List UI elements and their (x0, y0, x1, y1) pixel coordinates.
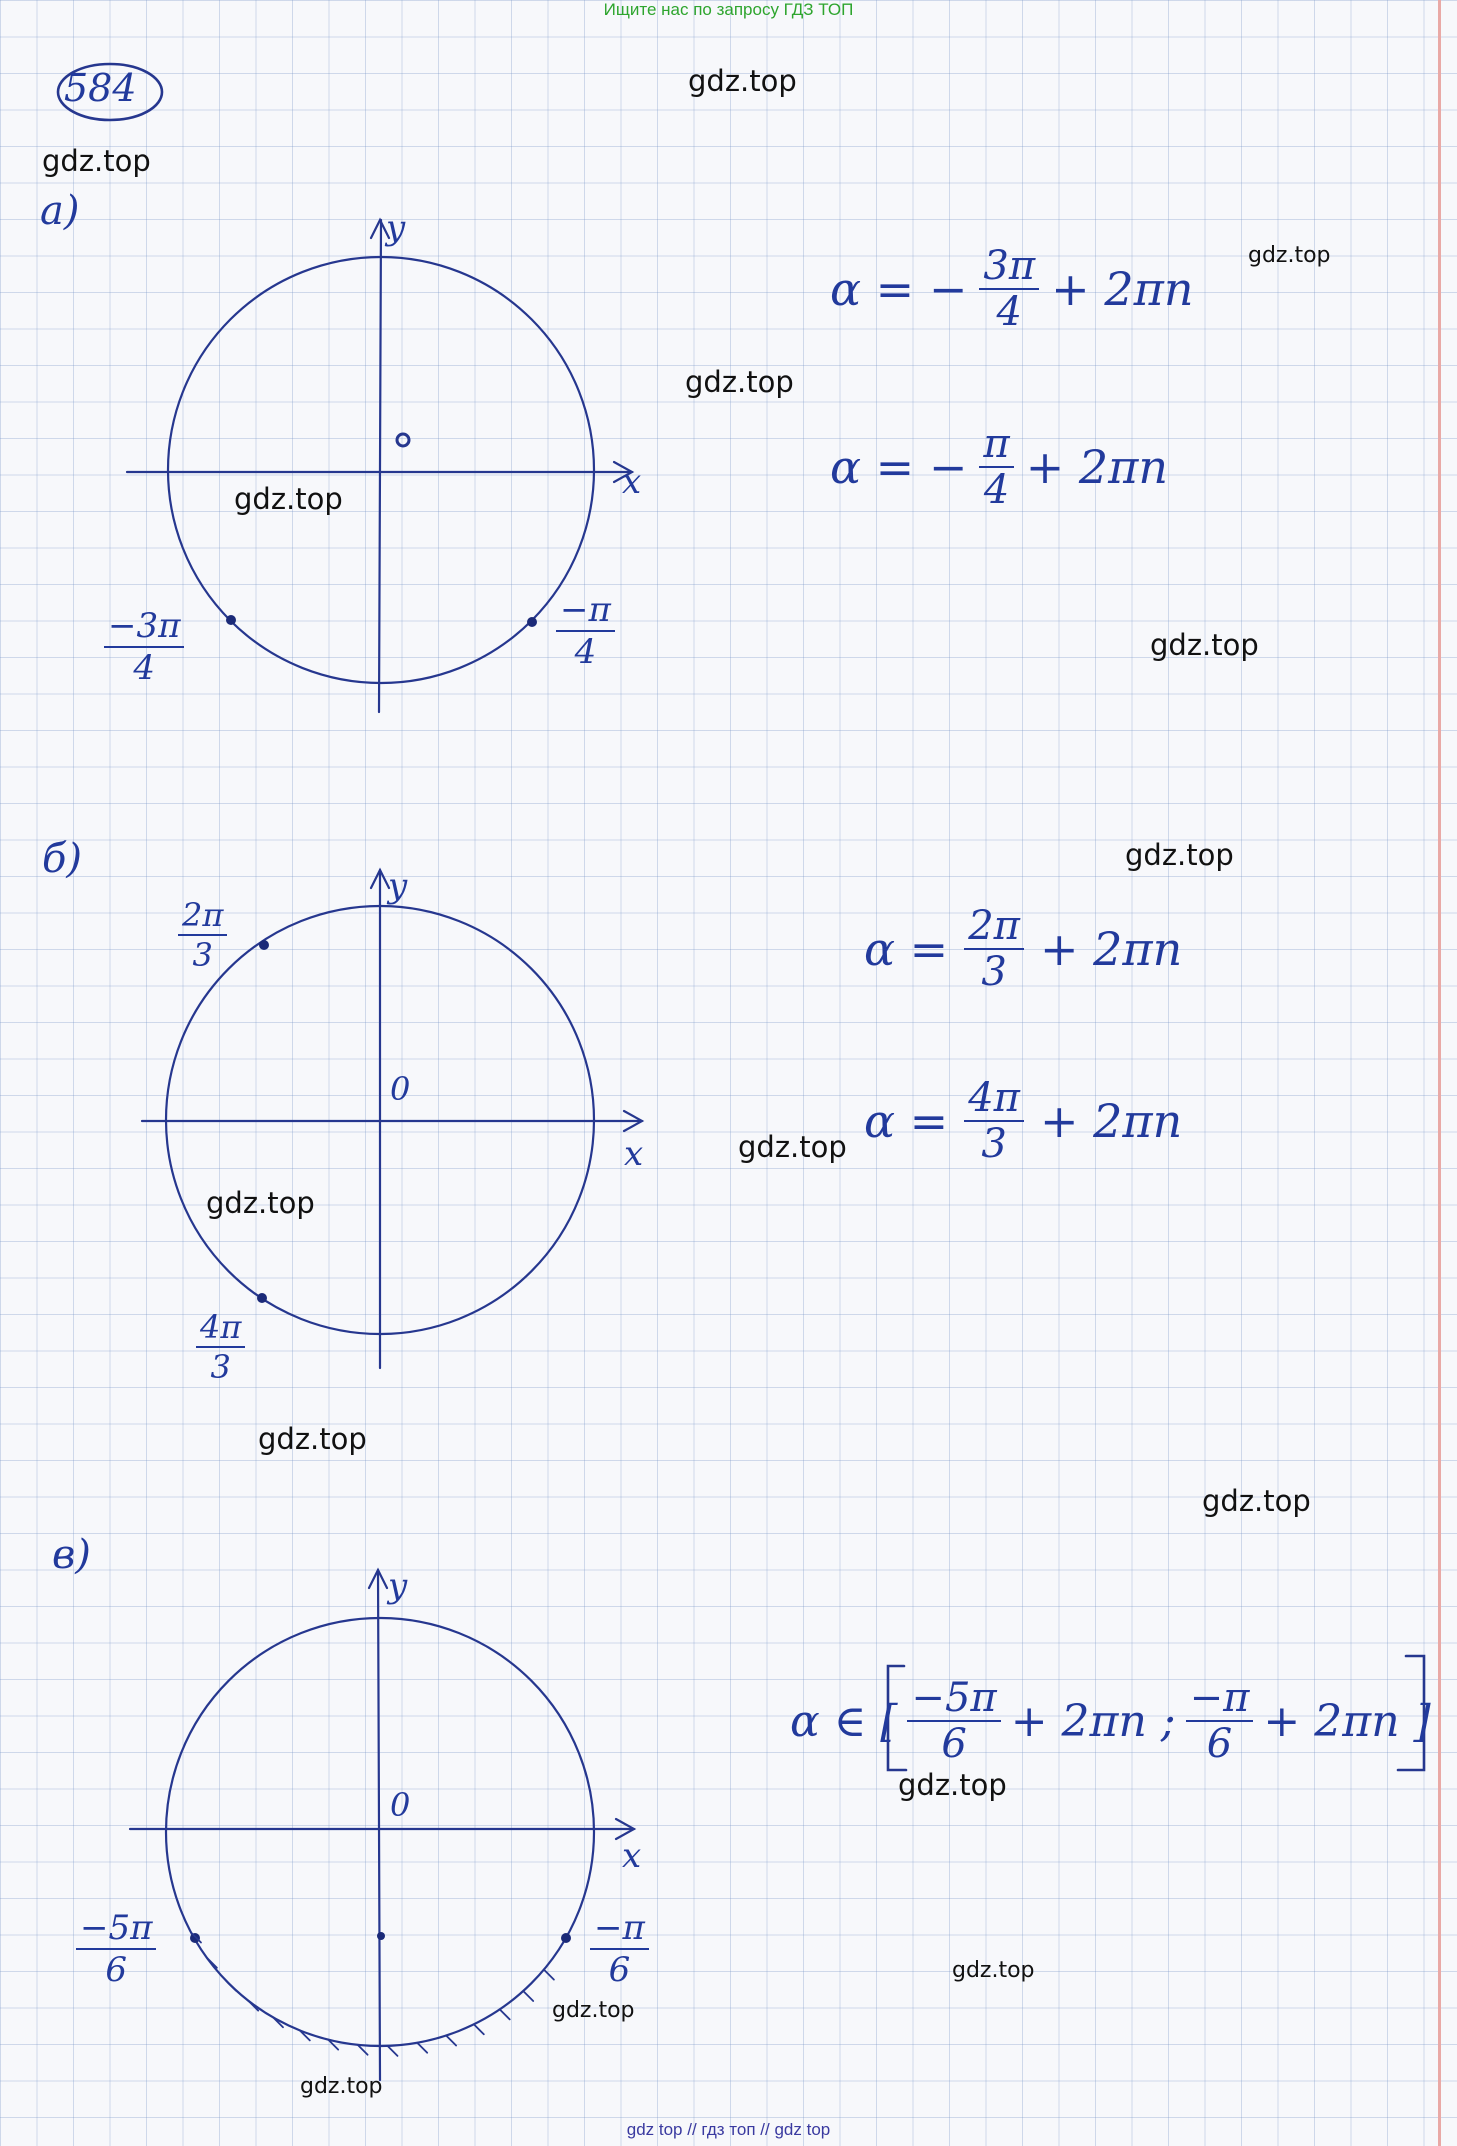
fraction-numerator: π (979, 422, 1013, 468)
point-label-minus-5pi-6 (76, 1908, 156, 1990)
formula-a-2 (830, 422, 1168, 512)
label-denominator: 3 (192, 936, 213, 974)
origin-label: 0 (390, 1786, 411, 1824)
fraction-numerator: 3π (979, 244, 1039, 290)
watermark: gdz.top (685, 365, 794, 399)
axis-x-label: x (622, 462, 642, 502)
shaded-arc-hatching (191, 1933, 554, 2056)
hatch-stroke (544, 1970, 554, 1980)
fraction-numerator: −5π (907, 1676, 1000, 1722)
watermark: gdz.top (898, 1768, 1007, 1802)
footer-separator: // (682, 2120, 702, 2139)
point-label-minus-3pi-4 (104, 606, 184, 688)
hatch-stroke (500, 2009, 510, 2019)
watermark: gdz.top (258, 1422, 367, 1456)
label-numerator: 2π (178, 896, 227, 936)
point-minus-3pi-4 (226, 615, 236, 625)
part-b-letter: б) (42, 836, 83, 882)
formula-lhs: α = − (830, 440, 968, 494)
fraction-numerator: 2π (964, 904, 1024, 950)
footer-link[interactable]: gdz top (626, 2120, 683, 2139)
point-2pi-3 (259, 940, 269, 950)
watermark: gdz.top (552, 1998, 635, 2023)
watermark: gdz.top (1202, 1484, 1311, 1518)
footer-separator: // (755, 2120, 775, 2139)
formula-lhs: α = (864, 922, 949, 976)
label-denominator: 3 (210, 1348, 231, 1386)
watermark: gdz.top (1150, 628, 1259, 662)
watermark: gdz.top (1248, 243, 1331, 268)
formula-fraction (964, 1076, 1024, 1166)
origin-label: 0 (390, 1070, 411, 1108)
fraction-denominator: 4 (996, 289, 1022, 335)
label-denominator: 6 (608, 1950, 631, 1990)
axis-x-label: x (624, 1134, 644, 1174)
fraction-denominator: 3 (981, 1121, 1007, 1167)
formula-rhs: + 2πn ] (1263, 1695, 1431, 1747)
axis-x-label: x (622, 1836, 642, 1876)
formula-rhs: + 2πn (1039, 922, 1183, 976)
watermark: gdz.top (688, 64, 797, 98)
formula-a-1 (830, 244, 1193, 334)
footer-link[interactable]: gdz top (774, 2120, 831, 2139)
formula-fraction (964, 904, 1024, 994)
watermark: gdz.top (952, 1958, 1035, 1983)
formula-lhs: α = (864, 1094, 949, 1148)
point-minus-pi-4 (527, 617, 537, 627)
watermark: gdz.top (738, 1130, 847, 1164)
watermark: gdz.top (234, 482, 343, 516)
formula-term: + 2πn ; (1010, 1695, 1176, 1747)
formula-b-2 (864, 1076, 1182, 1166)
footer-link[interactable]: гдз топ (701, 2120, 756, 2139)
search-hint-banner[interactable]: Ищите нас по запросу ГДЗ ТОП (603, 0, 854, 19)
fraction-denominator: 6 (1206, 1721, 1233, 1767)
label-numerator: −π (590, 1908, 649, 1950)
label-denominator: 4 (133, 648, 156, 688)
formula-fraction (907, 1676, 1000, 1766)
label-numerator: −3π (104, 606, 184, 648)
watermark: gdz.top (42, 144, 151, 178)
point-label-minus-pi-4 (556, 590, 615, 672)
label-numerator: −π (556, 590, 615, 632)
formula-fraction (1186, 1676, 1254, 1766)
hatch-stroke (446, 2036, 456, 2046)
origin-mark (397, 434, 409, 446)
formula-fraction (979, 422, 1013, 512)
watermark: gdz.top (1125, 838, 1234, 872)
formula-rhs: + 2πn (1025, 440, 1168, 494)
formula-c (790, 1676, 1431, 1766)
hatch-stroke (207, 1958, 217, 1968)
formula-lhs: α ∈ [ (790, 1695, 898, 1747)
formula-fraction (979, 244, 1039, 334)
problem-number: 584 (64, 66, 137, 110)
label-numerator: −5π (76, 1908, 156, 1950)
hatch-stroke (417, 2043, 427, 2053)
formula-rhs: + 2πn (1051, 262, 1194, 316)
fraction-denominator: 3 (981, 949, 1007, 995)
point-4pi-3 (257, 1293, 267, 1303)
unit-circle-c (130, 1570, 634, 2080)
fraction-denominator: 6 (941, 1721, 967, 1767)
watermark: gdz.top (206, 1186, 315, 1220)
formula-rhs: + 2πn (1039, 1094, 1183, 1148)
point-label-2pi-3 (178, 896, 227, 974)
watermark: gdz.top (300, 2074, 383, 2099)
hatch-stroke (474, 2024, 484, 2034)
formula-lhs: α = − (830, 262, 968, 316)
hatch-stroke (226, 1981, 236, 1991)
label-denominator: 4 (574, 632, 597, 672)
label-denominator: 6 (105, 1950, 128, 1990)
point-minus-5pi-6 (190, 1933, 200, 1943)
hatch-stroke (523, 1991, 533, 2001)
fraction-numerator: 4π (964, 1076, 1024, 1122)
hatch-stroke (388, 2046, 398, 2056)
point-minus-pi-6 (561, 1933, 571, 1943)
formula-b-1 (864, 904, 1182, 994)
axis-y-label: y (388, 1566, 408, 1606)
axis-y-label: y (388, 866, 408, 906)
axis-y-label: y (386, 208, 406, 248)
fraction-denominator: 4 (983, 467, 1010, 513)
part-a-letter: а) (40, 188, 80, 234)
footer-links (0, 2120, 1457, 2140)
part-c-letter: в) (52, 1532, 91, 1578)
fraction-numerator: −π (1186, 1676, 1254, 1722)
chord-midpoint-mark (377, 1932, 385, 1940)
point-label-4pi-3 (196, 1308, 245, 1386)
label-numerator: 4π (196, 1308, 245, 1348)
point-label-minus-pi-6 (590, 1908, 649, 1990)
